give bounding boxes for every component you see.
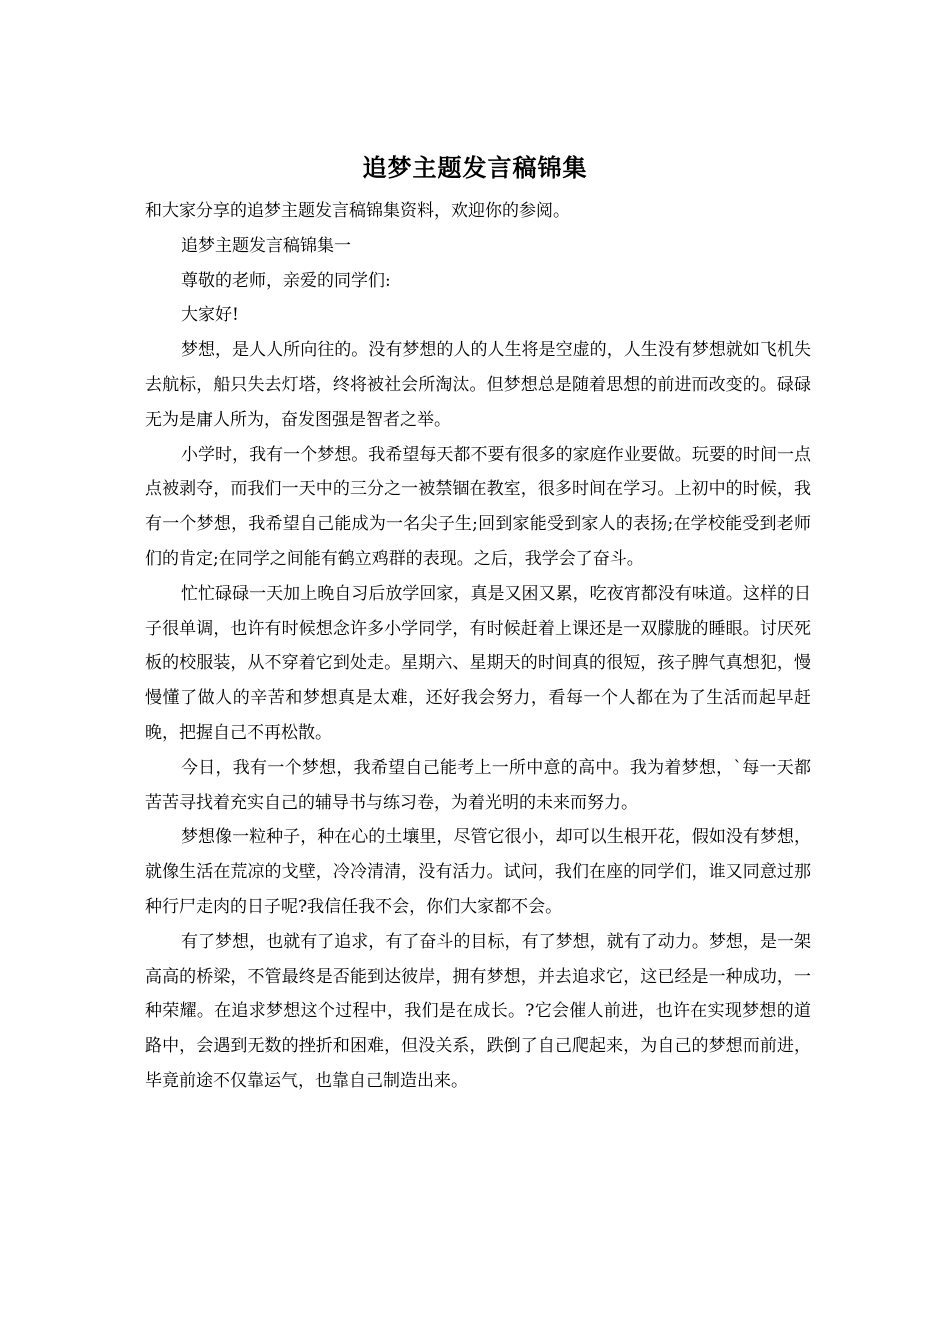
body-paragraph: 忙忙碌碌一天加上晚自习后放学回家，真是又困又累，吃夜宵都没有味道。这样的日子很单调，也许有时候想念许多小学同学，有时候赶着上课还是一双朦胧的睡眼。讨厌死板的校服装，从不穿着它到处走。星期六、星期天的时间真的很短，孩子脾气真想犯，慢慢懂了做人的辛苦和梦想真是太难，还好我会努力，看每一个人都在为了生活而起早赶晚，把握自己不再松散。 [145, 583, 811, 743]
body-paragraph: 梦想，是人人所向往的。没有梦想的人的人生将是空虚的，人生没有梦想就如飞机失去航标，船只失去灯塔，终将被社会所淘汰。但梦想总是随着思想的前进而改变的。碌碌无为是庸人所为，奋发图强是智者之举。 [145, 340, 811, 430]
document-title: 追梦主题发言稿锦集 [362, 154, 588, 182]
body-paragraph: 和大家分享的追梦主题发言稿锦集资料，欢迎你的参阅。 [145, 201, 570, 221]
body-paragraph: 今日，我有一个梦想，我希望自己能考上一所中意的高中。我为着梦想，`每一天都苦苦寻找着充实自己的辅导书与练习卷，为着光明的未来而努力。 [145, 757, 811, 813]
body-paragraph: 有了梦想，也就有了追求，有了奋斗的目标，有了梦想，就有了动力。梦想，是一架高高的桥梁，不管最终是否能到达彼岸，拥有梦想，并去追求它，这已经是一种成功，一种荣耀。在追求梦想这个过程中，我们是在成长。?它会催人前进，也许在实现梦想的道路中，会遇到无数的挫折和困难，但没关系，跌倒了自己爬起来，为自己的梦想而前进，毕竟前途不仅靠运气，也靠自己制造出来。 [145, 931, 811, 1091]
document-body [145, 194, 811, 1099]
body-paragraph: 小学时，我有一个梦想。我希望每天都不要有很多的家庭作业要做。玩要的时间一点点被剥夺，而我们一天中的三分之一被禁锢在教室，很多时间在学习。上初中的时候，我有一个梦想，我希望自己能成为一名尖子生;回到家能受到家人的表扬;在学校能受到老师们的肯定;在同学之间能有鹤立鸡群的表现。之后，我学会了奋斗。 [145, 444, 811, 569]
body-paragraph: 梦想像一粒种子，种在心的土壤里，尽管它很小，却可以生根开花，假如没有梦想，就像生活在荒凉的戈壁，冷冷清清，没有活力。试问，我们在座的同学们，谁又同意过那种行尸走肉的日子呢?我信任我不会，你们大家都不会。 [145, 827, 811, 917]
body-paragraph: 尊敬的老师，亲爱的同学们: [181, 270, 391, 291]
body-paragraph: 大家好! [181, 305, 239, 326]
body-paragraph: 追梦主题发言稿锦集一 [181, 235, 351, 256]
